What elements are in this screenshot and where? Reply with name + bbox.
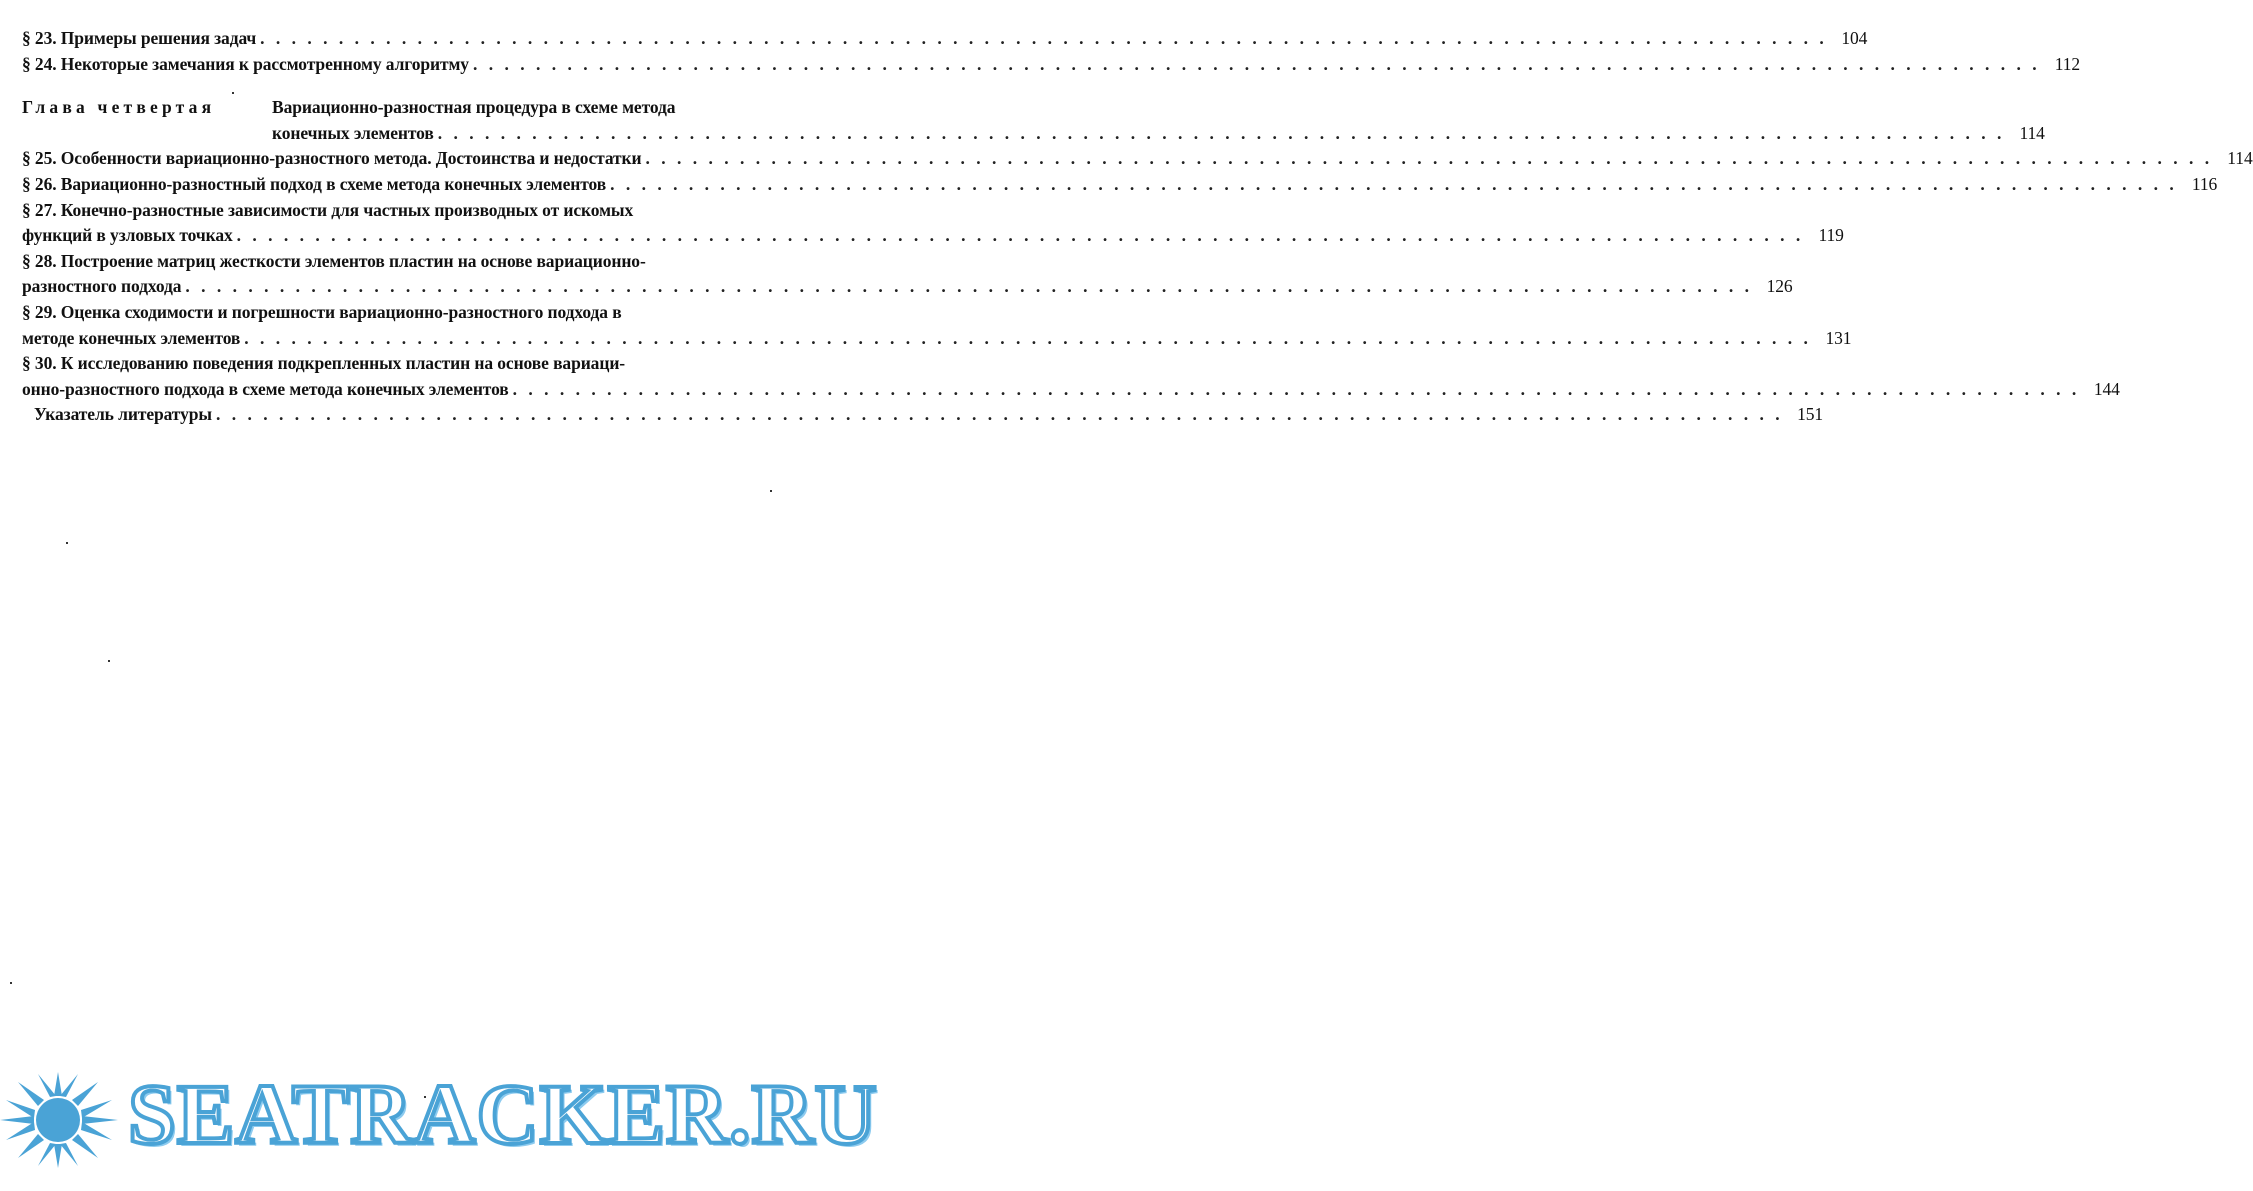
toc-page-number: 119 <box>1818 225 1844 246</box>
toc-entry-28[interactable] <box>22 249 1793 300</box>
dot-leader <box>260 26 1827 52</box>
toc-entry-29[interactable] <box>22 300 1852 351</box>
scan-speck <box>10 982 12 984</box>
scan-speck <box>66 542 68 544</box>
toc-entry-30[interactable] <box>22 351 2120 402</box>
dot-leader <box>473 52 2040 78</box>
toc-page-number: 126 <box>1766 276 1793 297</box>
toc-entry-text-line2: методе конечных элементов <box>22 327 241 348</box>
toc-page-number: 131 <box>1825 327 1852 348</box>
dot-leader <box>645 146 2212 172</box>
toc-page-number: 151 <box>1797 404 1824 425</box>
chapter-title-line1: Вариационно-разностная процедура в схеме метода <box>272 97 676 118</box>
chapter-heading[interactable] <box>22 95 2045 146</box>
table-of-contents <box>22 26 2253 428</box>
toc-entry-text: § 24. Некоторые замечания к рассмотренному алгоритму <box>22 53 469 74</box>
dot-leader <box>438 121 2005 147</box>
toc-entry-text-line2: функций в узловых точках <box>22 225 233 246</box>
chapter-title-line2: конечных элементов <box>272 122 434 143</box>
toc-entry-text-line1: § 28. Построение матриц жесткости элементов пластин на основе вариационно- <box>22 250 646 271</box>
toc-page-number: 114 <box>2019 122 2045 143</box>
toc-entry-text-line1: § 29. Оценка сходимости и погрешности вариационно-разностного подхода в <box>22 301 622 322</box>
toc-page-number: 112 <box>2054 53 2081 74</box>
scan-speck <box>232 92 234 94</box>
toc-entry-text-line1: § 30. К исследованию поведения подкрепленных пластин на основе вариаци- <box>22 353 626 374</box>
scan-speck <box>770 490 772 492</box>
toc-entry-references[interactable] <box>22 402 1824 428</box>
dot-leader <box>185 274 1752 300</box>
dot-leader <box>244 326 1811 352</box>
toc-entry-text: § 25. Особенности вариационно-разностного метода. Достоинства и недостатки <box>22 148 642 169</box>
toc-entry-24[interactable] <box>22 52 2081 78</box>
toc-page-number: 116 <box>2191 173 2218 194</box>
toc-entry-text-line1: § 27. Конечно-разностные зависимости для частных производных от искомых <box>22 199 634 220</box>
toc-entry-26[interactable] <box>22 172 2218 198</box>
watermark-logo <box>0 1062 878 1172</box>
sun-icon <box>0 1070 128 1166</box>
watermark-text: SEATRACKER.RU <box>128 1066 878 1162</box>
dot-leader <box>237 223 1804 249</box>
toc-entry-text: Указатель литературы <box>34 404 212 425</box>
toc-page-number: 144 <box>2093 378 2120 399</box>
toc-entry-text: § 23. Примеры решения задач <box>22 28 257 48</box>
chapter-label: Глава четвертая <box>22 97 216 118</box>
toc-entry-text: § 26. Вариационно-разностный подход в схеме метода конечных элементов <box>22 173 607 194</box>
toc-entry-text-line2: онно-разностного подхода в схеме метода конечных элементов <box>22 378 509 399</box>
toc-entry-27[interactable] <box>22 198 1844 249</box>
dot-leader <box>513 377 2080 403</box>
dot-leader <box>216 402 1783 428</box>
toc-entry-25[interactable] <box>22 146 2253 172</box>
toc-entry-text-line2: разностного подхода <box>22 276 182 297</box>
toc-entry-23[interactable] <box>22 26 1868 52</box>
dot-leader <box>610 172 2177 198</box>
toc-page-number: 104 <box>1841 28 1868 48</box>
scan-speck <box>108 660 110 662</box>
toc-page-number: 114 <box>2227 148 2253 169</box>
